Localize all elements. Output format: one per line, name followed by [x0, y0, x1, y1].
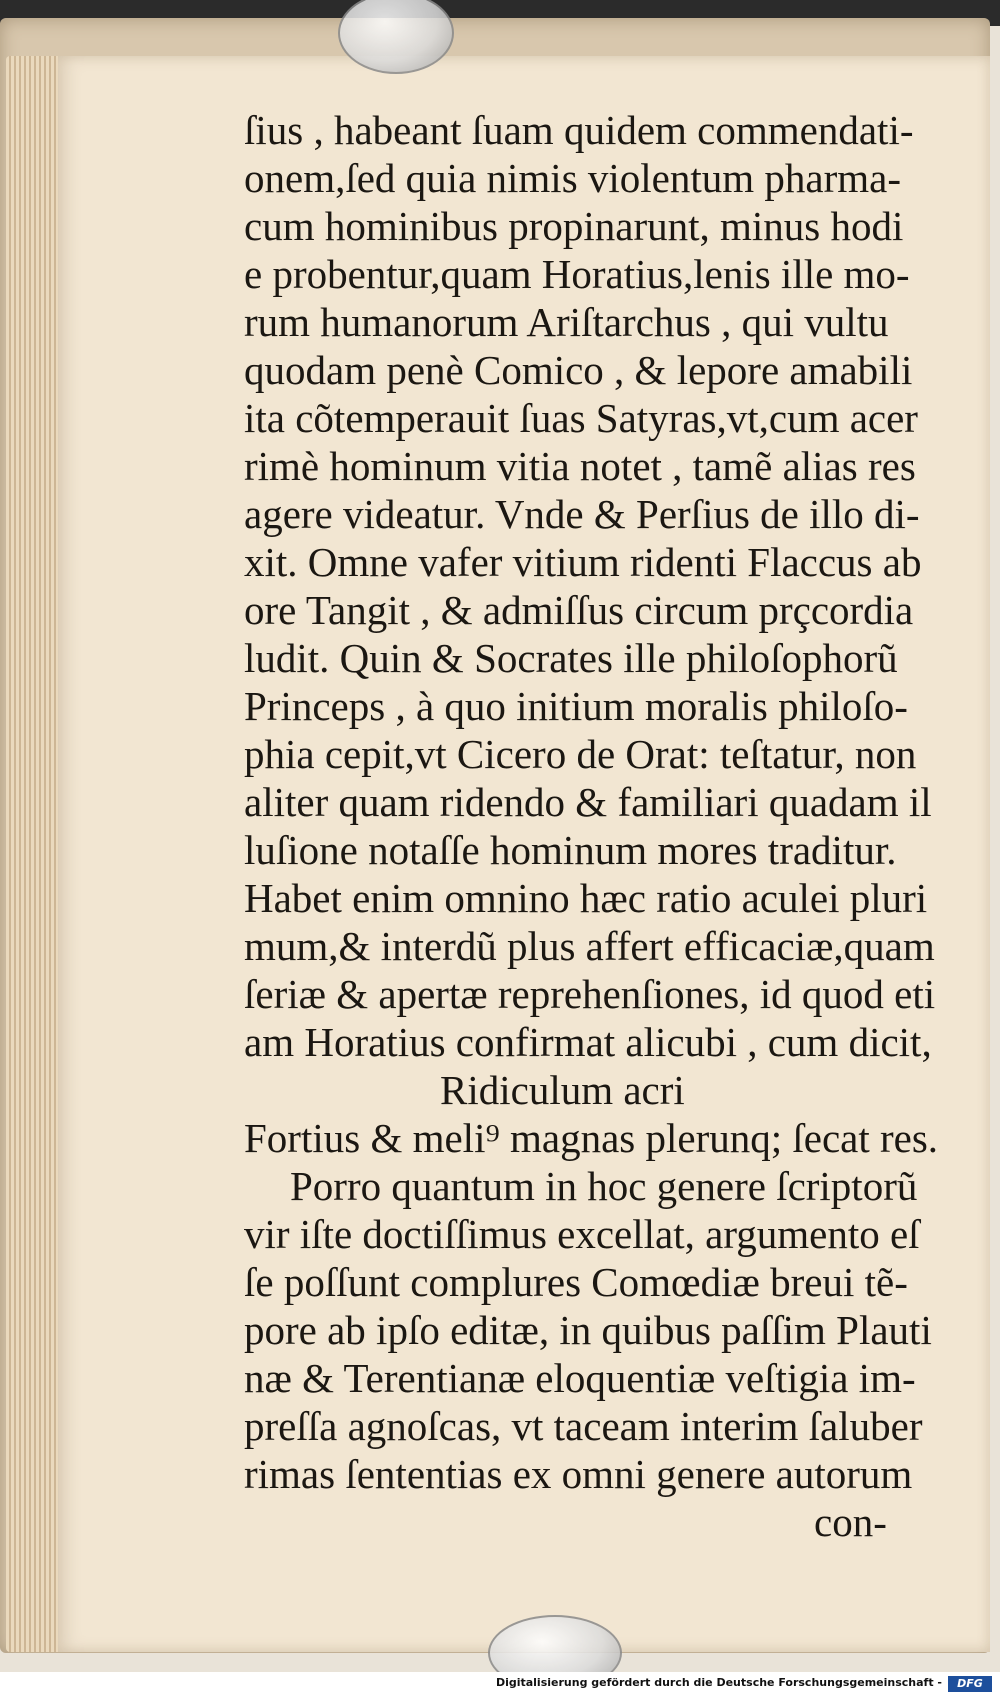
text-line: preſſa agnoſcas, vt taceam interim ſaluber [244, 1403, 923, 1449]
text-line: mum,& interdũ plus affert efficaciæ,quam [244, 923, 935, 969]
page-edges [6, 56, 58, 1652]
text-line: quodam penè Comico , & lepore amabili [244, 347, 913, 393]
text-line: ſius , habeant ſuam quidem commendati- [244, 107, 914, 153]
text-line: onem,ſed quia nimis violentum pharma- [244, 155, 902, 201]
catchword: con- [814, 1499, 887, 1545]
text-line: vir iſte doctiſſimus excellat, argumento eſ [244, 1211, 920, 1257]
text-line: ludit. Quin & Socrates ille philoſophorũ [244, 635, 898, 681]
text-line: rimè hominum vitia notet , tamẽ alias res [244, 443, 916, 489]
text-line: ſeriæ & apertæ reprehenſiones, id quod eti [244, 971, 936, 1017]
verse-quote-line: Ridiculum acri [440, 1067, 685, 1113]
text-line: agere videatur. Vnde & Perſius de illo di- [244, 491, 920, 537]
text-line: cum hominibus propinarunt, minus hodi [244, 203, 904, 249]
digitization-footer [0, 1672, 1000, 1697]
dfg-logo: DFG [948, 1676, 992, 1692]
text-line: xit. Omne vafer vitium ridenti Flaccus ab [244, 539, 922, 585]
text-line: aliter quam ridendo & familiari quadam il [244, 779, 932, 825]
text-line: luſione notaſſe hominum mores traditur. [244, 827, 897, 873]
text-line: ore Tangit , & admiſſus circum prçcordia [244, 587, 914, 633]
text-line: phia cepit,vt Cicero de Orat: teſtatur, non [244, 731, 917, 777]
paragraph-start-line: Porro quantum in hoc genere ſcriptorũ [290, 1163, 918, 1209]
text-line: næ & Terentianæ eloquentiæ veſtigia im- [244, 1355, 916, 1401]
text-line: am Horatius confirmat alicubi , cum dicit, [244, 1019, 932, 1065]
text-line: Habet enim omnino hæc ratio aculei pluri [244, 875, 928, 921]
text-line: ita cõtemperauit ſuas Satyras,vt,cum acer [244, 395, 918, 441]
text-line: rum humanorum Ariſtarchus , qui vultu [244, 299, 889, 345]
text-line: ſe poſſunt complures Comœdiæ breui tẽ- [244, 1259, 908, 1305]
footer-credit: Digitalisierung gefördert durch die Deutsche Forschungsgemeinschaft - [495, 1676, 942, 1689]
text-line: e probentur,quam Horatius,lenis ille mo- [244, 251, 910, 297]
text-line: Princeps , à quo initium moralis philoſo- [244, 683, 908, 729]
verse-quote-line: Fortius & meli⁹ magnas plerunq; ſecat res. [244, 1115, 939, 1161]
text-line: rimas ſententias ex omni genere autorum [244, 1451, 913, 1497]
page-text-block [244, 106, 989, 1546]
text-line: pore ab ipſo editæ, in quibus paſſim Plauti [244, 1307, 932, 1353]
